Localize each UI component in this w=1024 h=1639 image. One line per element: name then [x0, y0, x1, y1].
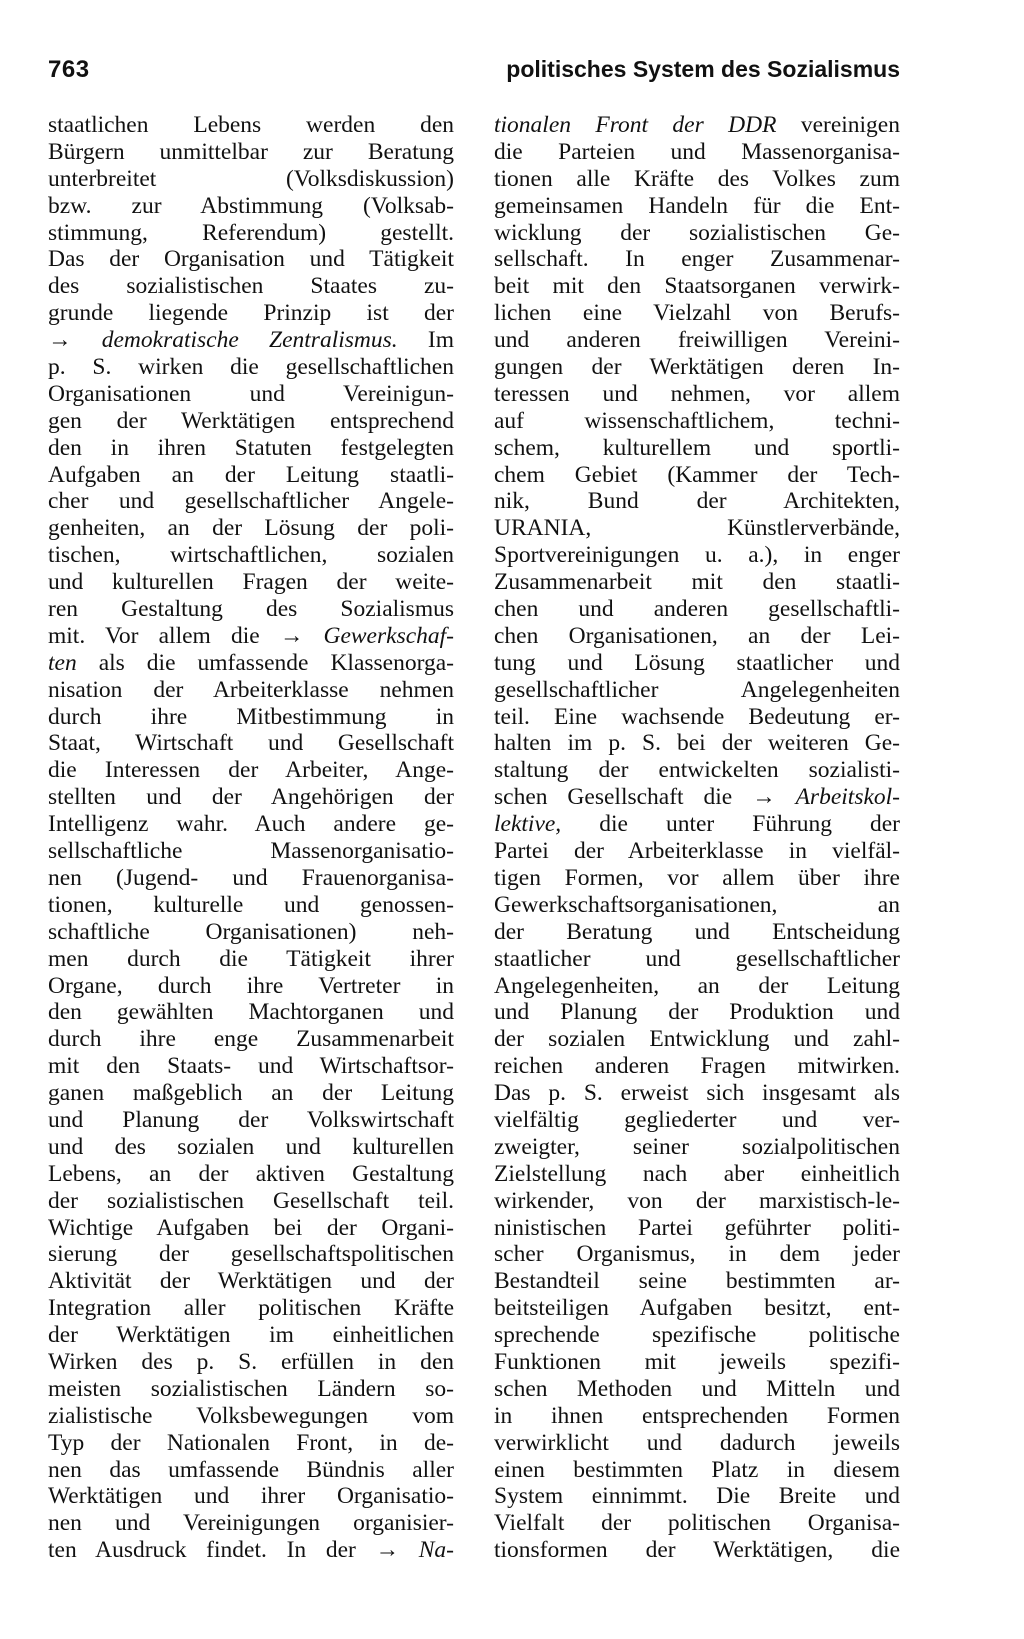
text-line: sprechende spezifische politische: [494, 1322, 900, 1349]
text-line: teressen und nehmen, vor allem: [494, 380, 900, 407]
text-line: Organe, durch ihre Vertreter in: [48, 972, 454, 999]
text-line: Staat, Wirtschaft und Gesellschaft: [48, 730, 454, 757]
text-line: der Beratung und Entscheidung: [494, 918, 900, 945]
text-line: und Planung der Produktion und: [494, 999, 900, 1026]
text-line: cher und gesellschaftlicher Angele-: [48, 488, 454, 515]
text-line: nisation der Arbeiterklasse nehmen: [48, 676, 454, 703]
text-line: lichen eine Vielzahl von Berufs-: [494, 300, 900, 327]
text-line: tischen, wirtschaftlichen, sozialen: [48, 542, 454, 569]
text-line: tigen Formen, vor allem über ihre: [494, 864, 900, 891]
text-line: in ihnen entsprechenden Formen: [494, 1402, 900, 1429]
text-line: schen Gesellschaft die → Arbeitskol-: [494, 784, 900, 811]
text-line: gen der Werktätigen entsprechend: [48, 407, 454, 434]
text-line: schaftliche Organisationen) neh-: [48, 918, 454, 945]
text-column-left: [48, 112, 454, 1564]
text-line: der sozialen Entwicklung und zahl-: [494, 1026, 900, 1053]
text-line: und Planung der Volkswirtschaft: [48, 1106, 454, 1133]
text-line: Intelligenz wahr. Auch andere ge-: [48, 811, 454, 838]
text-line: gesellschaftlicher Angelegenheiten: [494, 676, 900, 703]
text-line: ten als die umfassende Klassenorga-: [48, 649, 454, 676]
text-line: genheiten, an der Lösung der poli-: [48, 515, 454, 542]
page-header: [48, 56, 900, 92]
text-line: sellschaft. In enger Zusammenar-: [494, 246, 900, 273]
text-line: durch ihre enge Zusammenarbeit: [48, 1026, 454, 1053]
text-line: Zielstellung nach aber einheitlich: [494, 1160, 900, 1187]
text-line: Gewerkschaftsorganisationen, an: [494, 891, 900, 918]
text-line: und anderen freiwilligen Vereini-: [494, 327, 900, 354]
running-title: politisches System des Sozialismus: [506, 56, 900, 82]
text-line: ten Ausdruck findet. In der → Na-: [48, 1537, 454, 1564]
text-line: des sozialistischen Staates zu-: [48, 273, 454, 300]
text-line: Das p. S. erweist sich insgesamt als: [494, 1080, 900, 1107]
text-line: schen Methoden und Mitteln und: [494, 1375, 900, 1402]
text-line: bzw. zur Abstimmung (Volksab-: [48, 192, 454, 219]
text-line: zialistische Volksbewegungen vom: [48, 1402, 454, 1429]
text-line: staatlichen Lebens werden den: [48, 112, 454, 138]
text-line: scher Organismus, in dem jeder: [494, 1241, 900, 1268]
text-line: Partei der Arbeiterklasse in vielfäl-: [494, 838, 900, 865]
text-line: stellten und der Angehörigen der: [48, 784, 454, 811]
text-line: ninistischen Partei geführter politi-: [494, 1214, 900, 1241]
text-line: gungen der Werktätigen deren In-: [494, 354, 900, 381]
text-line: chen und anderen gesellschaftli-: [494, 596, 900, 623]
text-line: System einnimmt. Die Breite und: [494, 1483, 900, 1510]
text-line: ren Gestaltung des Sozialismus: [48, 596, 454, 623]
text-line: chem Gebiet (Kammer der Tech-: [494, 461, 900, 488]
text-line: Bestandteil seine bestimmten ar-: [494, 1268, 900, 1295]
text-line: Zusammenarbeit mit den staatli-: [494, 569, 900, 596]
text-line: Integration aller politischen Kräfte: [48, 1295, 454, 1322]
text-line: die Interessen der Arbeiter, Ange-: [48, 757, 454, 784]
text-line: Sportvereinigungen u. a.), in enger: [494, 542, 900, 569]
text-line: chen Organisationen, an der Lei-: [494, 622, 900, 649]
text-line: staltung der entwickelten sozialisti-: [494, 757, 900, 784]
text-line: sierung der gesellschaftspolitischen: [48, 1241, 454, 1268]
text-line: tionsformen der Werktätigen, die: [494, 1537, 900, 1564]
text-line: zweigter, seiner sozialpolitischen: [494, 1133, 900, 1160]
text-line: unterbreitet (Volksdiskussion): [48, 165, 454, 192]
text-line: tionalen Front der DDR vereinigen: [494, 112, 900, 138]
text-line: tionen, kulturelle und genossen-: [48, 891, 454, 918]
text-line: wirkender, von der marxistisch-le-: [494, 1187, 900, 1214]
text-line: einen bestimmten Platz in diesem: [494, 1456, 900, 1483]
text-line: Funktionen mit jeweils spezifi-: [494, 1348, 900, 1375]
text-line: vielfältig gegliederter und ver-: [494, 1106, 900, 1133]
text-line: halten im p. S. bei der weiteren Ge-: [494, 730, 900, 757]
text-line: nik, Bund der Architekten,: [494, 488, 900, 515]
text-line: mit. Vor allem die → Gewerkschaf-: [48, 622, 454, 649]
text-line: sellschaftliche Massenorganisatio-: [48, 838, 454, 865]
text-line: Aktivität der Werktätigen und der: [48, 1268, 454, 1295]
text-column-right: [494, 112, 900, 1564]
text-line: men durch die Tätigkeit ihrer: [48, 945, 454, 972]
text-line: Vielfalt der politischen Organisa-: [494, 1510, 900, 1537]
text-line: Organisationen und Vereinigun-: [48, 380, 454, 407]
text-line: Aufgaben an der Leitung staatli-: [48, 461, 454, 488]
text-line: Wichtige Aufgaben bei der Organi-: [48, 1214, 454, 1241]
text-line: p. S. wirken die gesellschaftlichen: [48, 354, 454, 381]
text-line: Typ der Nationalen Front, in de-: [48, 1429, 454, 1456]
text-line: schem, kulturellem und sportli-: [494, 434, 900, 461]
text-line: tung und Lösung staatlicher und: [494, 649, 900, 676]
text-line: nen das umfassende Bündnis aller: [48, 1456, 454, 1483]
text-line: Angelegenheiten, an der Leitung: [494, 972, 900, 999]
text-line: auf wissenschaftlichem, techni-: [494, 407, 900, 434]
text-line: den in ihren Statuten festgelegten: [48, 434, 454, 461]
text-line: gemeinsamen Handeln für die Ent-: [494, 192, 900, 219]
text-line: Bürgern unmittelbar zur Beratung: [48, 138, 454, 165]
text-line: beitsteiligen Aufgaben besitzt, ent-: [494, 1295, 900, 1322]
text-line: lektive, die unter Führung der: [494, 811, 900, 838]
text-line: stimmung, Referendum) gestellt.: [48, 219, 454, 246]
text-line: durch ihre Mitbestimmung in: [48, 703, 454, 730]
text-line: wicklung der sozialistischen Ge-: [494, 219, 900, 246]
text-line: der Werktätigen im einheitlichen: [48, 1322, 454, 1349]
text-line: den gewählten Machtorganen und: [48, 999, 454, 1026]
text-line: beit mit den Staatsorganen verwirk-: [494, 273, 900, 300]
text-line: staatlicher und gesellschaftlicher: [494, 945, 900, 972]
text-line: nen (Jugend- und Frauenorganisa-: [48, 864, 454, 891]
text-line: die Parteien und Massenorganisa-: [494, 138, 900, 165]
text-line: Das der Organisation und Tätigkeit: [48, 246, 454, 273]
text-line: reichen anderen Fragen mitwirken.: [494, 1053, 900, 1080]
text-line: verwirklicht und dadurch jeweils: [494, 1429, 900, 1456]
text-line: grunde liegende Prinzip ist der: [48, 300, 454, 327]
text-line: teil. Eine wachsende Bedeutung er-: [494, 703, 900, 730]
page-number: 763: [48, 56, 90, 83]
text-line: meisten sozialistischen Ländern so-: [48, 1375, 454, 1402]
text-line: → demokratische Zentralismus. Im: [48, 327, 454, 354]
text-line: und des sozialen und kulturellen: [48, 1133, 454, 1160]
text-line: URANIA, Künstlerverbände,: [494, 515, 900, 542]
text-line: ganen maßgeblich an der Leitung: [48, 1080, 454, 1107]
text-line: Werktätigen und ihrer Organisatio-: [48, 1483, 454, 1510]
text-line: mit den Staats- und Wirtschaftsor-: [48, 1053, 454, 1080]
text-line: Lebens, an der aktiven Gestaltung: [48, 1160, 454, 1187]
text-line: tionen alle Kräfte des Volkes zum: [494, 165, 900, 192]
text-line: Wirken des p. S. erfüllen in den: [48, 1348, 454, 1375]
text-line: und kulturellen Fragen der weite-: [48, 569, 454, 596]
text-line: der sozialistischen Gesellschaft teil.: [48, 1187, 454, 1214]
text-line: nen und Vereinigungen organisier-: [48, 1510, 454, 1537]
